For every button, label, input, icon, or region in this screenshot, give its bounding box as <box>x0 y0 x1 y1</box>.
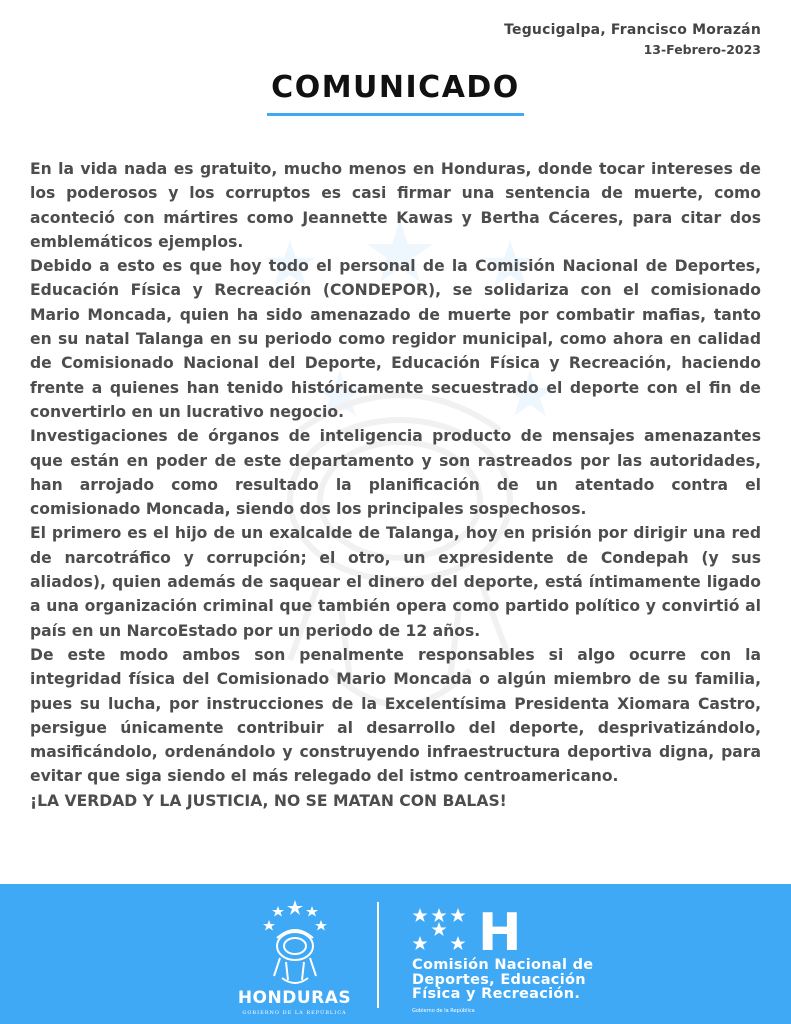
condepor-name <box>412 958 642 1002</box>
communique-body <box>30 157 761 813</box>
paragraph: De este modo ambos son penalmente responsables si algo ocurre con la integridad física del Comisionado Mario Moncada o algún miembro de su familia, pues su lucha, por instrucciones de la Excelentísima Presidenta Xiomara Castro, persigue únicamente contribuir al desarrollo del deporte, desprivatizándolo, masificándolo, ordenándolo y construyendo infraestructura deportiva digna, para evitar que siga siendo el más relegado del istmo centroamericano. <box>30 645 761 786</box>
date-label: 13-Febrero-2023 <box>643 42 761 57</box>
paragraph: En la vida nada es gratuito, mucho menos en Honduras, donde tocar intereses de los poderosos y los corruptos es casi firmar una sentencia de muerte, como aconteció con mártires como Jeannette Kawas y Bertha Cáceres, para citar dos emblemáticos ejemplos. <box>30 160 761 251</box>
condepor-name-line: Comisión Nacional de <box>412 957 594 973</box>
honduras-name: HONDURAS <box>237 988 352 1008</box>
paragraph: Debido a esto es que hoy todo el personal de la Comisión Nacional de Deportes, Educación Física y Recreación (CONDEPOR), se solidariza con el comisionado Mario Moncada, quien ha sido amenazado de muerte por combatir mafias, tanto en su natal Talanga en su periodo como regidor municipal, como ahora en calidad de Comisionado Nacional del Deporte, Educación Física y Recreación, haciendo frente a quienes han tenido históricamente secuestrado el deporte con el fin de convertirlo en un lucrativo negocio. <box>30 257 761 421</box>
condepor-h-letter: H <box>478 906 522 956</box>
page-title: COMUNICADO <box>267 70 524 116</box>
title-container <box>0 70 791 116</box>
condepor-name-line: Física y Recreación. <box>412 986 581 1002</box>
header-meta <box>504 22 761 57</box>
condepor-stars-h-icon <box>412 906 527 956</box>
condepor-government-label: Gobierno de la República <box>412 1008 475 1014</box>
place-label: Tegucigalpa, Francisco Morazán <box>504 22 761 38</box>
honduras-government-logo <box>232 898 357 1016</box>
closing-slogan: ¡LA VERDAD Y LA JUSTICIA, NO SE MATAN CON BALAS! <box>30 791 507 810</box>
paragraph: El primero es el hijo de un exalcalde de Talanga, hoy en prisión por dirigir una red de narcotráfico y corrupción; el otro, un expresidente de Condepah (y sus aliados), quien además de saquear el dinero del deporte, está íntimamente ligado a una organización criminal que también opera como partido político y convirtió al país en un NarcoEstado por un periodo de 12 años. <box>30 524 761 640</box>
footer-divider <box>377 902 379 1008</box>
footer-banner <box>0 884 791 1024</box>
paragraph: Investigaciones de órganos de inteligencia producto de mensajes amenazantes que están en poder de este departamento y son rastreados por las autoridades, han arrojado como resultado la planificación de un atentado contra el comisionado Moncada, siendo dos los principales sospechosos. <box>30 427 761 519</box>
condepor-name-line: Deportes, Educación <box>412 971 586 988</box>
honduras-subtitle: GOBIERNO DE LA REPÚBLICA <box>242 1010 347 1016</box>
honduras-seal-icon <box>260 898 330 988</box>
